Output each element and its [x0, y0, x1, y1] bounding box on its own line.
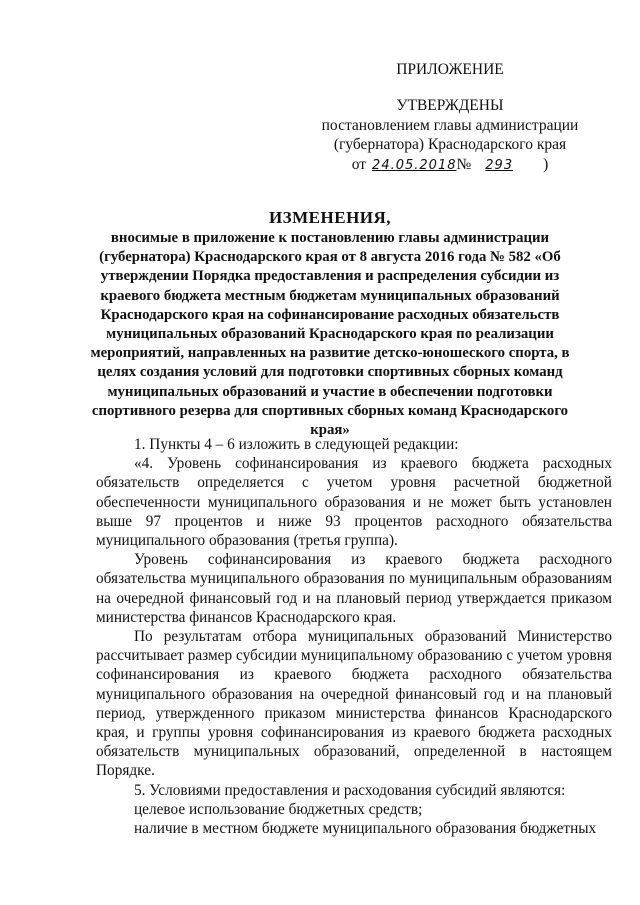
appendix-label: ПРИЛОЖЕНИЕ [396, 61, 504, 78]
approval-line-1: постановлением главы администрации [321, 117, 579, 134]
number-handwritten: 293 [485, 158, 514, 173]
paragraph-1: 1. Пункты 4 – 6 изложить в следующей редакции: [134, 436, 459, 453]
paragraph-2: «4. Уровень софинансирования из краевого бюджета расходных обязательств определяется с учетом уровня расчетной бюджетной обеспеченности муниципального образования и не может быть установлен выше 97 процентов и ниже 93 процентов расходного обязательства муниципального образования (третья группа). [96, 455, 612, 550]
approval-date-line: от 24.05.2018№ 293 ) [351, 156, 549, 173]
approval-line-2: (губернатора) Краснодарского края [333, 136, 567, 153]
date-prefix: от [351, 156, 367, 173]
paragraph-7: наличие в местном бюджете муниципального образования бюджетных [134, 820, 597, 838]
date-handwritten: 24.05.2018 [372, 158, 457, 173]
approved-label: УТВЕРЖДЕНЫ [396, 97, 504, 114]
number-prefix: № [456, 156, 472, 173]
paragraph-5: 5. Условиями предоставления и расходования субсидий являются: [134, 781, 566, 799]
paragraph-6: целевое использование бюджетных средств; [134, 800, 423, 818]
document-body [96, 435, 612, 838]
paragraph-4: По результатам отбора муниципальных образований Министерство рассчитывает размер субсидии муниципальному образованию с учетом уровня софинансирования из краевого бюджета расходного обязательства муниципального образования на очередной финансовый год и на плановый период, утвержденного приказом министерства финансов Краснодарского края, и группы уровня софинансирования из краевого бюджета расходных обязательств муниципальных образований, определенной в настоящем Порядке. [96, 628, 612, 780]
document-title: ИЗМЕНЕНИЯ, [268, 208, 392, 227]
paragraph-3: Уровень софинансирования из краевого бюджета расходного обязательства муниципального образования по муниципальным образованиям на очередной финансовый год и на плановый период утверждается приказом министерства финансов Краснодарского края. [96, 551, 612, 626]
document-subtitle: вносимые в приложение к постановлению главы администрации (губернатора) Краснодарского края от 8 августа 2016 года № 582 «Об утверждении Порядка предоставления и распределения субсидии из краевого бюджета местным бюджетам муниципальных образований Краснодарского края на софинансирование расходных обязательств муниципальных образований Краснодарского края по реализации мероприятий, направленных на развитие детско-юношеского спорта, в целях создания условий для подготовки спортивных сборных команд муниципальных образований и участие в обеспечении подготовки спортивного резерва для спортивных сборных команд Краснодарского края» [90, 230, 570, 439]
